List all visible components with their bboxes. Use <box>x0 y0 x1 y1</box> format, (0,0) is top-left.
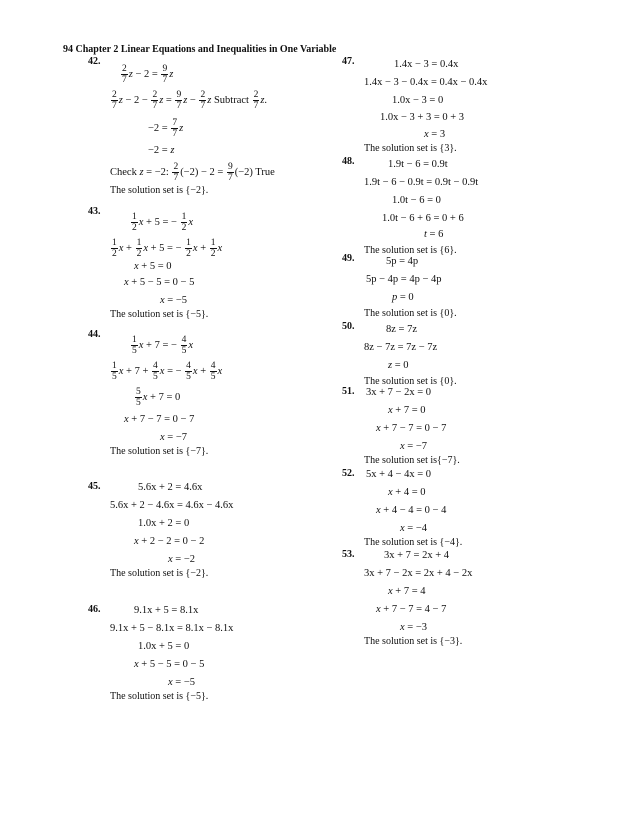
fraction: $\frac{2}{7}$ <box>112 90 117 111</box>
solution-set-line: The solution set is {0}. <box>364 308 457 319</box>
problem-number: 52. <box>342 468 355 479</box>
solution-set-line: The solution set is {−4}. <box>364 537 463 548</box>
equation-line: 1.9t − 6 − 0.9t = 0.9t − 0.9t <box>364 177 479 188</box>
equation-line: x = 3 <box>424 129 446 140</box>
solution-set-line: The solution set is {−2}. <box>110 185 209 196</box>
equation-line: 5.6x + 2 = 4.6x <box>138 482 203 493</box>
fraction: $\frac{1}{2}$ <box>181 212 187 233</box>
fraction: $\frac{2}{7}$ <box>152 90 158 111</box>
equation-line: 8z − 7z = 7z − 7z <box>364 342 438 353</box>
problem-number: 47. <box>342 56 355 67</box>
equation-line: 8z = 7z <box>386 324 417 335</box>
equation-line: x + 7 − 7 = 4 − 7 <box>376 604 447 615</box>
equation-line: p = 0 <box>392 292 414 303</box>
solution-set-line: The solution set is {−7}. <box>110 446 209 457</box>
equation-line: 5.6x + 2 − 4.6x = 4.6x − 4.6x <box>110 500 234 511</box>
equation-line: x + 7 − 7 = 0 − 7 <box>376 423 447 434</box>
fraction: $\frac{1}{5}$ <box>112 361 117 382</box>
problem-number: 42. <box>88 56 101 67</box>
fraction: $\frac{7}{7}$ <box>172 118 178 139</box>
equation-line: $\frac{1}{5}$ x + 7 = − $\frac{4}{5}$ x <box>132 335 193 356</box>
solution-set-line: The solution set is {−3}. <box>364 636 463 647</box>
problem-number: 51. <box>342 386 355 397</box>
equation-line: 1.9t − 6 = 0.9t <box>388 159 448 170</box>
problem-number: 50. <box>342 321 355 332</box>
equation-line: x + 7 = 4 <box>388 586 426 597</box>
equation-line: 1.0t − 6 + 6 = 0 + 6 <box>382 213 464 224</box>
equation-line: 5p − 4p = 4p − 4p <box>366 274 442 285</box>
equation-line: z = 0 <box>388 360 409 371</box>
problem-number: 45. <box>88 481 101 492</box>
equation-line: x = −4 <box>400 523 428 534</box>
equation-line: −2 = $\frac{7}{7}$ z <box>148 118 184 139</box>
equation-line: $\frac{1}{2}$ x + $\frac{1}{2}$ x + 5 = − $\frac{1}{2}$ x + $\frac{1}{2}$ x <box>112 238 223 259</box>
solution-set-line: The solution set is {6}. <box>364 245 457 256</box>
equation-line: x = −5 <box>168 677 196 688</box>
equation-line: 9.1x + 5 − 8.1x = 8.1x − 8.1x <box>110 623 234 634</box>
fraction: $\frac{9}{7}$ <box>227 162 233 183</box>
equation-line: x = −7 <box>400 441 428 452</box>
fraction: $\frac{9}{7}$ <box>162 64 168 85</box>
equation-line: 1.0x + 2 = 0 <box>138 518 190 529</box>
equation-line: $\frac{1}{2}$ x + 5 = − $\frac{1}{2}$ x <box>132 212 193 233</box>
equation-line: x + 7 − 7 = 0 − 7 <box>124 414 195 425</box>
solution-set-line: The solution set is {0}. <box>364 376 457 387</box>
fraction: $\frac{1}{2}$ <box>112 238 117 259</box>
fraction: $\frac{1}{2}$ <box>186 238 191 259</box>
problem-number: 44. <box>88 329 101 340</box>
fraction: $\frac{2}{7}$ <box>200 90 206 111</box>
fraction: $\frac{1}{2}$ <box>132 212 137 233</box>
equation-line: 5p = 4p <box>386 256 419 267</box>
equation-line: x + 2 − 2 = 0 − 2 <box>134 536 205 547</box>
equation-line: 1.0x + 5 = 0 <box>138 641 190 652</box>
equation-line: x = −7 <box>160 432 188 443</box>
solution-set-line: The solution set is {3}. <box>364 143 457 154</box>
equation-line: Check z = −2: $\frac{2}{7}$ (−2) − 2 = $\frac{9}{7}$ (−2) True <box>110 162 275 183</box>
equation-line: 1.4x − 3 − 0.4x = 0.4x − 0.4x <box>364 77 488 88</box>
fraction: $\frac{4}{5}$ <box>153 361 158 382</box>
equation-line: 1.4x − 3 = 0.4x <box>394 59 459 70</box>
fraction: $\frac{2}{7}$ <box>122 64 127 85</box>
equation-line: x + 5 − 5 = 0 − 5 <box>124 277 195 288</box>
equation-line: x = −5 <box>160 295 188 306</box>
equation-line: x = −3 <box>400 622 428 633</box>
equation-line: 1.0t − 6 = 0 <box>392 195 441 206</box>
equation-line: 1.0x − 3 = 0 <box>392 95 444 106</box>
fraction: $\frac{1}{2}$ <box>210 238 216 259</box>
equation-line: x + 5 = 0 <box>134 261 172 272</box>
equation-line: t = 6 <box>424 229 444 240</box>
fraction: $\frac{1}{5}$ <box>132 335 137 356</box>
solution-set-line: The solution set is {−5}. <box>110 309 209 320</box>
equation-line: x = −2 <box>168 554 196 565</box>
problem-number: 43. <box>88 206 101 217</box>
equation-line: 5x + 4 − 4x = 0 <box>366 469 432 480</box>
equation-line: 3x + 7 − 2x = 2x + 4 − 2x <box>364 568 473 579</box>
equation-line: $\frac{5}{5}$ x + 7 = 0 <box>136 387 181 408</box>
fraction: $\frac{5}{5}$ <box>136 387 141 408</box>
equation-line: x + 4 − 4 = 0 − 4 <box>376 505 447 516</box>
equation-line: 3x + 7 − 2x = 0 <box>366 387 432 398</box>
equation-line: $\frac{2}{7}$ z − 2 − $\frac{2}{7}$ z = $\frac{9}{7}$ z − $\frac{2}{7}$ z Subtract $\frac{2}{7}$ z. <box>112 90 268 111</box>
solution-set-line: The solution set is {−5}. <box>110 691 209 702</box>
fraction: $\frac{9}{7}$ <box>176 90 182 111</box>
fraction: $\frac{2}{7}$ <box>173 162 179 183</box>
equation-line: $\frac{2}{7}$ z − 2 = $\frac{9}{7}$ z <box>122 64 174 85</box>
equation-line: 1.0x − 3 + 3 = 0 + 3 <box>380 112 465 123</box>
equation-line: $\frac{1}{5}$ x + 7 + $\frac{4}{5}$ x = − $\frac{4}{5}$ x + $\frac{4}{5}$ x <box>112 361 223 382</box>
problem-number: 48. <box>342 156 355 167</box>
fraction: $\frac{1}{2}$ <box>136 238 142 259</box>
equation-line: 9.1x + 5 = 8.1x <box>134 605 199 616</box>
fraction: $\frac{4}{5}$ <box>210 361 216 382</box>
page-header: 94 Chapter 2 Linear Equations and Inequalities in One Variable <box>63 44 337 55</box>
fraction: $\frac{4}{5}$ <box>186 361 191 382</box>
problem-number: 53. <box>342 549 355 560</box>
fraction: $\frac{2}{7}$ <box>253 90 259 111</box>
equation-line: −2 = z <box>148 145 175 156</box>
equation-line: 3x + 7 = 2x + 4 <box>384 550 450 561</box>
equation-line: x + 4 = 0 <box>388 487 426 498</box>
problem-number: 46. <box>88 604 101 615</box>
solution-set-line: The solution set is {−2}. <box>110 568 209 579</box>
equation-line: x + 7 = 0 <box>388 405 426 416</box>
fraction: $\frac{4}{5}$ <box>181 335 187 356</box>
equation-line: x + 5 − 5 = 0 − 5 <box>134 659 205 670</box>
solution-set-line: The solution set is{−7}. <box>364 455 460 466</box>
problem-number: 49. <box>342 253 355 264</box>
